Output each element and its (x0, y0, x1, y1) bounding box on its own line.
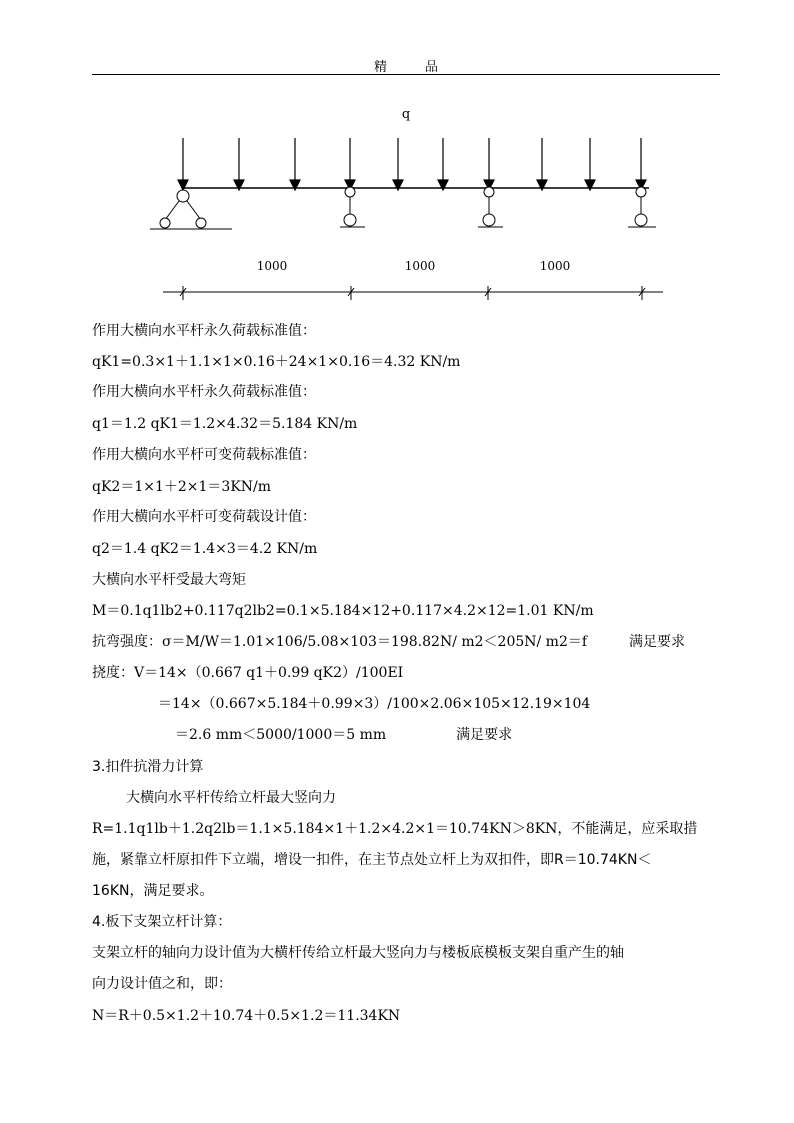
text-line: 大横向水平杆受最大弯矩 (92, 572, 246, 588)
load-label: q (401, 107, 411, 122)
load-arrows (178, 138, 646, 190)
section-heading: 4.板下支架立杆计算： (92, 914, 232, 930)
text-line: 作用大横向水平杆永久荷载标准值： (92, 384, 316, 400)
text-line: 大横向水平杆传给立杆最大竖向力 (126, 790, 336, 806)
span-label-3: 1000 (539, 259, 571, 273)
text-line: 支架立杆的轴向力设计值为大横杆传给立杆最大竖向力与楼板底模板支架自重产生的轴 (92, 945, 624, 961)
span-label-2: 1000 (404, 259, 436, 273)
text-line: 作用大横向水平杆永久荷载标准值： (92, 323, 316, 339)
formula-line: qK2＝1×1＋2×1＝3KN/m (92, 479, 272, 495)
span-label-1: 1000 (256, 259, 288, 273)
formula-line: 抗弯强度：σ＝M/W＝1.01×106/5.08×103＝198.82N/ m2＜205N/ m2＝f 满足要求 (92, 634, 686, 650)
span-labels (257, 259, 571, 273)
section-heading: 3.扣件抗滑力计算 (92, 759, 204, 775)
text-line: 16KN，满足要求。 (92, 883, 214, 899)
formula-line: 挠度：V＝14×（0.667 q1＋0.99 qK2）/100EI (92, 665, 404, 681)
formula-line: qK1=0.3×1＋1.1×1×0.16＋24×1×0.16＝4.32 KN/m (92, 354, 461, 370)
formula-line: ＝2.6 mm＜5000/1000＝5 mm 满足要求 (175, 727, 513, 743)
pinned-support (150, 190, 232, 229)
formula-line: q2＝1.4 qK2＝1.4×3＝4.2 KN/m (92, 541, 318, 557)
formula-line: ＝14×（0.667×5.184＋0.99×3）/100×2.06×105×12.19×104 (158, 696, 591, 712)
text-line: 作用大横向水平杆可变荷载标准值： (92, 447, 316, 463)
header-title: 精品 (373, 60, 476, 75)
text-line: 向力设计值之和，即： (92, 976, 232, 992)
dimension-line (163, 286, 663, 300)
text-line: 施，紧靠立杆原扣件下立端，增设一扣件，在主节点处立杆上为双扣件，即R＝10.74KN＜ (92, 852, 652, 868)
text-line: 作用大横向水平杆可变荷载设计值： (92, 509, 316, 525)
formula-line: R=1.1q1lb＋1.2q2lb＝1.1×5.184×1＋1.2×4.2×1＝10.74KN＞8KN，不能满足，应采取措 (92, 821, 698, 837)
formula-line: M＝0.1q1lb2+0.117q2lb2=0.1×5.184×12+0.117×4.2×12=1.01 KN/m (92, 603, 594, 619)
formula-line: q1＝1.2 qK1＝1.2×4.32＝5.184 KN/m (92, 416, 358, 432)
formula-line: N＝R＋0.5×1.2＋10.74＋0.5×1.2＝11.34KN (92, 1008, 401, 1024)
roller-supports (340, 187, 656, 227)
beam-load-diagram (0, 0, 794, 320)
